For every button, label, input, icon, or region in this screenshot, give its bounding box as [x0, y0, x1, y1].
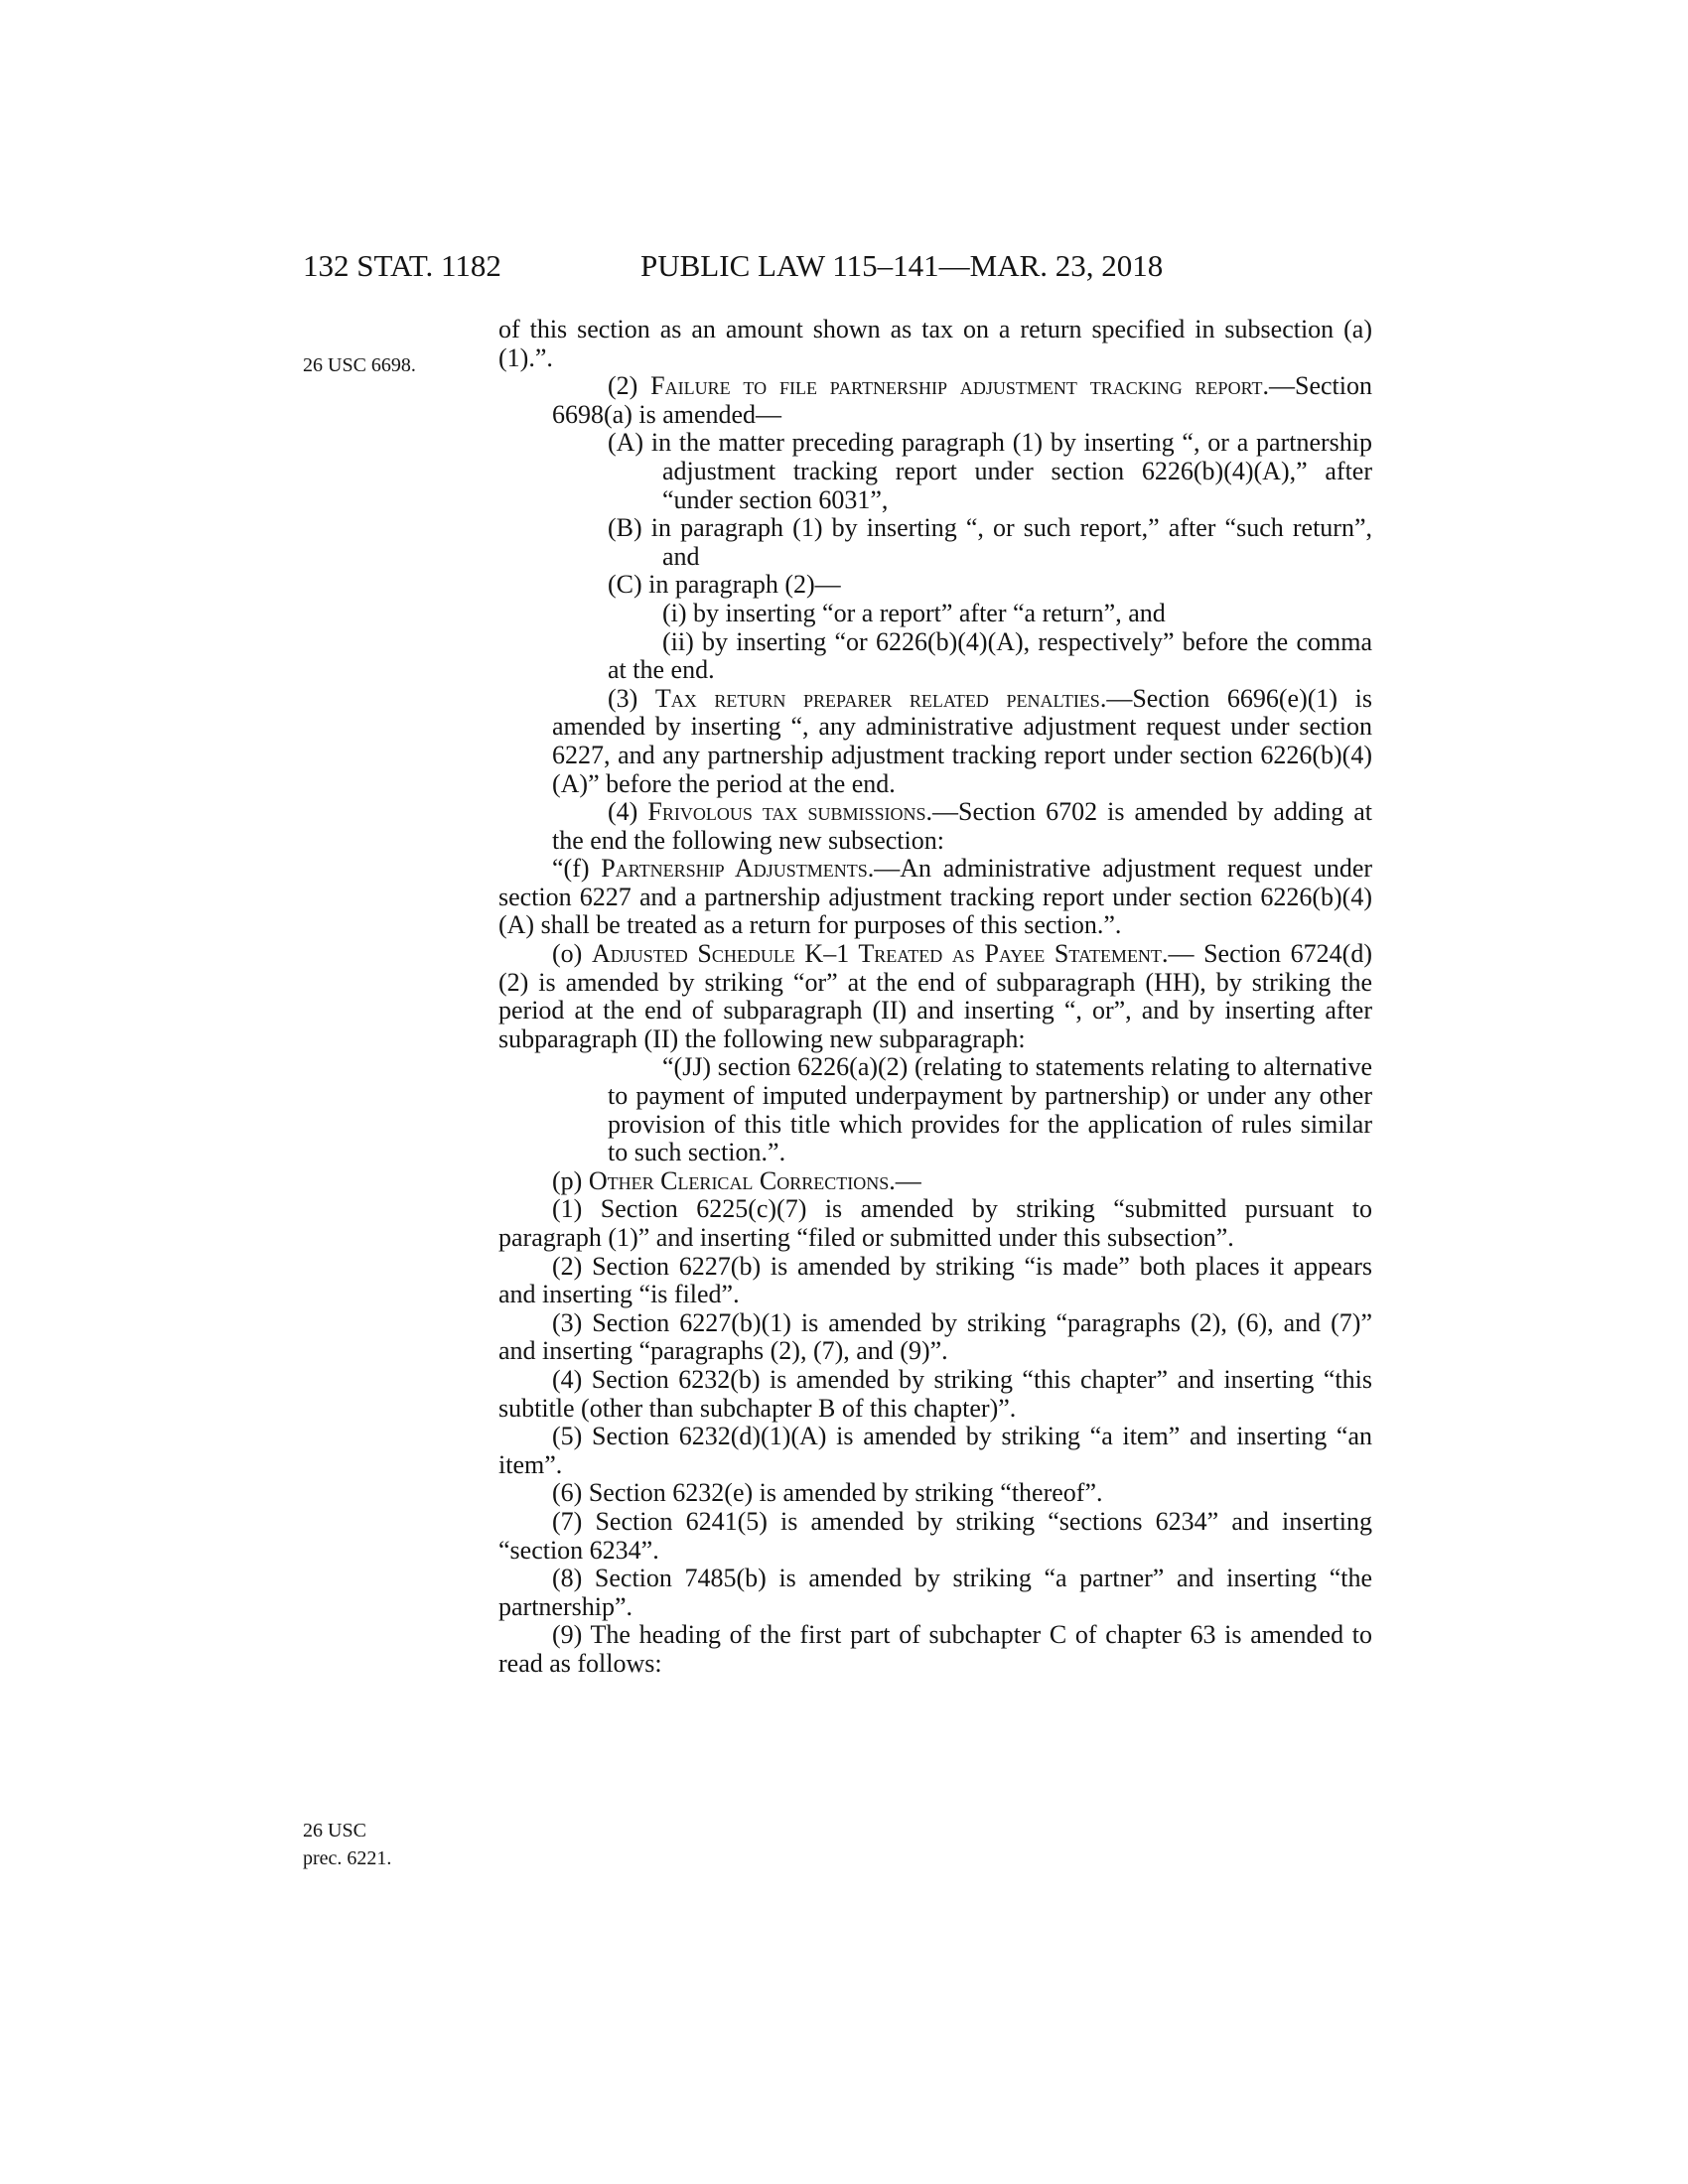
- subparagraph-2b: (B) in paragraph (1) by inserting “, or such report,” after “such return”, and: [608, 513, 1372, 571]
- stat-page-number: 132 STAT. 1182: [303, 248, 501, 283]
- margin-note-26-usc-6698: 26 USC 6698.: [303, 354, 416, 376]
- subsection-p: [498, 1167, 1372, 1196]
- page-title: PUBLIC LAW 115–141—MAR. 23, 2018: [640, 248, 1164, 283]
- paragraph-heading: Failure to file partnership adjustment tracking report: [650, 371, 1263, 401]
- clerical-correction-3: (3) Section 6227(b)(1) is amended by striking “paragraphs (2), (6), and (7)” and inserting “paragraphs (2), (7), and (9)”.: [498, 1307, 1372, 1366]
- subparagraph-2a: (A) in the matter preceding paragraph (1) by inserting “, or a partnership adjustment tracking report under section 6226(b)(4)(A),” after “under section 6031”,: [608, 428, 1372, 514]
- paragraph-text: .—Section 6698(a) is amended—: [552, 371, 1372, 429]
- clerical-correction-4: (4) Section 6232(b) is amended by striking “this chapter” and inserting “this subtitle (other than subchapter B of this chapter)”.: [498, 1364, 1372, 1423]
- paragraph-heading: Partnership Adjustments: [601, 854, 868, 884]
- paragraph-number: (4): [608, 797, 648, 827]
- paragraph-number: “(f): [552, 854, 602, 884]
- document-body: [498, 316, 1372, 1679]
- paragraph-heading: Tax return preparer related penalties: [654, 683, 1100, 713]
- paragraph-number: (2): [608, 371, 651, 401]
- paragraph-text: .—: [889, 1165, 921, 1195]
- clerical-correction-5: (5) Section 6232(d)(1)(A) is amended by striking “a item” and inserting “an item”.: [498, 1422, 1372, 1479]
- margin-note-26-usc-prec-6221: [303, 1817, 452, 1872]
- paragraph-2: [498, 372, 1372, 429]
- paragraph-number: (3): [608, 683, 655, 713]
- clerical-correction-9: (9) The heading of the first part of subchapter C of chapter 63 is amended to read as follows:: [498, 1620, 1372, 1678]
- clerical-correction-8: (8) Section 7485(b) is amended by striking “a partner” and inserting “the partnership”.: [498, 1564, 1372, 1621]
- quoted-subsection-f: [498, 855, 1372, 940]
- clerical-correction-1: (1) Section 6225(c)(7) is amended by striking “submitted pursuant to paragraph (1)” and inserting “filed or submitted under this subsection”.: [498, 1194, 1372, 1252]
- subsection-o: [498, 940, 1372, 1053]
- paragraph-text: .—Section 6702 is amended by adding at the end the following new subsection:: [552, 797, 1373, 855]
- clerical-correction-7: (7) Section 6241(5) is amended by striking “sections 6234” and inserting “section 6234”.: [498, 1506, 1372, 1565]
- paragraph-text: .— Section 6724(d)(2) is amended by striking “or” at the end of subparagraph (HH), by striking the period at the end of subparagraph (II) and inserting “, or”, and by inserting after subparagraph (II) the following new subparagraph:: [498, 939, 1372, 1053]
- quoted-subparagraph-jj: [498, 1053, 1372, 1166]
- clause-2c-i: (i) by inserting “or a report” after “a return”, and: [662, 598, 1166, 627]
- clerical-correction-2: (2) Section 6227(b) is amended by striking “is made” both places it appears and inserting “is filed”.: [498, 1251, 1372, 1309]
- paragraph-heading: Adjusted Schedule K–1 Treated as Payee Statement: [591, 939, 1162, 969]
- paragraph-continuation: of this section as an amount shown as tax on a return specified in subsection (a)(1).”.: [498, 315, 1372, 372]
- page-header: [303, 248, 1216, 288]
- paragraph-number: (o): [552, 939, 592, 969]
- paragraph-text: .—An administrative adjustment request under section 6227 and a partnership adjustment tracking report under section 6226(b)(4)(A) shall be treated as a return for purposes of this section.”.: [498, 854, 1373, 940]
- paragraph-text: .—Section 6696(e)(1) is amended by inserting “, any administrative adjustment request under section 6227, and any partnership adjustment tracking report under section 6226(b)(4)(A)” before the period at the end.: [552, 683, 1372, 798]
- clause-2c-ii: (ii) by inserting “or 6226(b)(4)(A), respectively” before the comma at the end.: [608, 626, 1372, 685]
- margin-note-line: prec. 6221.: [303, 1847, 392, 1869]
- clerical-correction-6: (6) Section 6232(e) is amended by striking “thereof”.: [552, 1478, 1103, 1508]
- paragraph-number: (p): [552, 1165, 589, 1195]
- paragraph-4: [498, 798, 1372, 855]
- paragraph-heading: Other Clerical Corrections: [588, 1165, 890, 1195]
- subparagraph-2c: (C) in paragraph (2)—: [608, 570, 841, 600]
- paragraph-heading: Frivolous tax submissions: [647, 797, 926, 827]
- margin-note-line: 26 USC: [303, 1820, 366, 1842]
- paragraph-text: “(JJ) section 6226(a)(2) (relating to statements relating to alternative to payment of imputed underpayment by partnership) or under any other provision of this title which provides for the application of rules similar to such section.”.: [608, 1052, 1372, 1167]
- paragraph-3: [498, 685, 1372, 798]
